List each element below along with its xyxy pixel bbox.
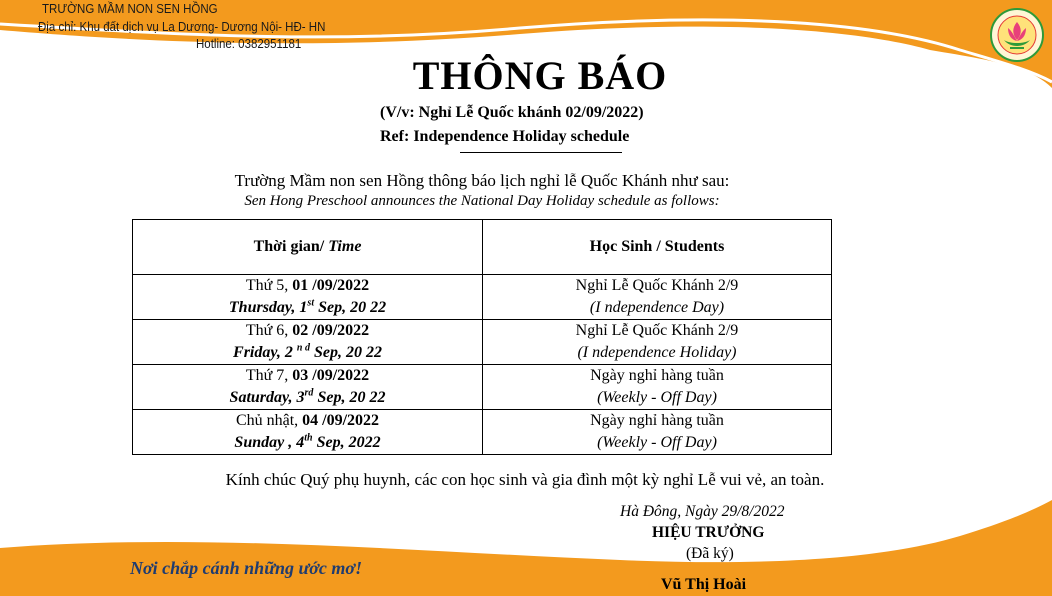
- header-time-vi: Thời gian/: [253, 238, 325, 255]
- table-row: [133, 275, 832, 320]
- status-cell: [483, 410, 832, 455]
- date-en: [133, 342, 482, 364]
- status-en: (I ndependence Holiday): [577, 344, 737, 361]
- status-en: (Weekly - Off Day): [597, 434, 717, 451]
- status-vi: Ngày nghỉ hàng tuần: [590, 367, 724, 384]
- day-en: Friday, 2: [233, 344, 297, 361]
- day-vi: Thứ 7,: [245, 367, 293, 384]
- status-vi: Nghỉ Lễ Quốc Khánh 2/9: [575, 277, 739, 294]
- header-students: Học Sinh / Students: [483, 220, 832, 275]
- header-time-en: Time: [328, 238, 362, 255]
- date-vi: 01 /09/2022: [292, 277, 370, 294]
- month-year-en: Sep, 20 22: [309, 344, 382, 361]
- status-vi: Ngày nghỉ hàng tuần: [590, 412, 724, 429]
- date-en: [133, 387, 482, 409]
- header-students-vi: Học Sinh: [589, 238, 653, 255]
- principal-title: HIỆU TRƯỞNG: [652, 524, 765, 541]
- title-underline: [460, 152, 622, 153]
- day-vi: Chủ nhật,: [235, 412, 303, 429]
- holiday-schedule-table: [132, 219, 832, 455]
- notice-subtitle: (V/v: Nghỉ Lễ Quốc khánh 02/09/2022): [380, 104, 644, 121]
- ordinal-suffix: st: [307, 297, 315, 309]
- table-row: [133, 320, 832, 365]
- status-cell: [483, 320, 832, 365]
- time-cell: [133, 275, 483, 320]
- header-time: [133, 220, 483, 275]
- notice-title: THÔNG BÁO: [412, 53, 668, 98]
- status-cell: [483, 365, 832, 410]
- header-students-en: Students: [664, 238, 725, 255]
- school-name: TRƯỜNG MẦM NON SEN HỒNG: [42, 2, 218, 16]
- intro-english: Sen Hong Preschool announces the National Day Holiday schedule as follows:: [244, 193, 720, 209]
- month-year-en: Sep, 20 22: [314, 299, 387, 316]
- day-en: Thursday, 1: [228, 299, 308, 316]
- closing-wishes: Kính chúc Quý phụ huynh, các con học sinh và gia đình một kỳ nghỉ Lễ vui vẻ, an toàn.: [225, 470, 825, 489]
- day-vi: Thứ 6,: [245, 322, 293, 339]
- time-cell: [133, 410, 483, 455]
- month-year-en: Sep, 20 22: [313, 389, 386, 406]
- day-vi: Thứ 5,: [245, 277, 293, 294]
- day-en: Sunday , 4: [234, 434, 305, 451]
- signed-note: (Đã ký): [686, 545, 734, 562]
- ordinal-suffix: th: [304, 432, 313, 444]
- date-vi: 02 /09/2022: [292, 322, 370, 339]
- signer-name: Vũ Thị Hoài: [661, 576, 747, 593]
- school-slogan: Nơi chắp cánh những ước mơ!: [130, 558, 363, 578]
- table-row: [133, 365, 832, 410]
- date-vi: 03 /09/2022: [292, 367, 370, 384]
- intro-vietnamese: Trường Mầm non sen Hồng thông báo lịch nghỉ lễ Quốc Khánh như sau:: [234, 171, 730, 190]
- school-address: Địa chỉ: Khu đất dịch vụ La Dương- Dương Nội- HĐ- HN: [38, 20, 326, 34]
- ordinal-suffix: n d: [296, 342, 310, 354]
- day-en: Saturday, 3: [229, 389, 305, 406]
- date-en: [133, 297, 482, 319]
- table-row: [133, 410, 832, 455]
- school-hotline: Hotline: 0382951181: [196, 37, 302, 51]
- date-vi: 04 /09/2022: [302, 412, 380, 429]
- status-en: (Weekly - Off Day): [597, 389, 717, 406]
- table-header-row: [133, 220, 832, 275]
- time-cell: [133, 365, 483, 410]
- status-cell: [483, 275, 832, 320]
- notice-ref: Ref: Independence Holiday schedule: [380, 128, 630, 145]
- status-en: (I ndependence Day): [589, 299, 725, 316]
- date-en: [133, 432, 482, 454]
- time-cell: [133, 320, 483, 365]
- ordinal-suffix: rd: [304, 387, 314, 399]
- month-year-en: Sep, 2022: [312, 434, 381, 451]
- signature-date: Hà Đông, Ngày 29/8/2022: [620, 503, 785, 520]
- status-vi: Nghỉ Lễ Quốc Khánh 2/9: [575, 322, 739, 339]
